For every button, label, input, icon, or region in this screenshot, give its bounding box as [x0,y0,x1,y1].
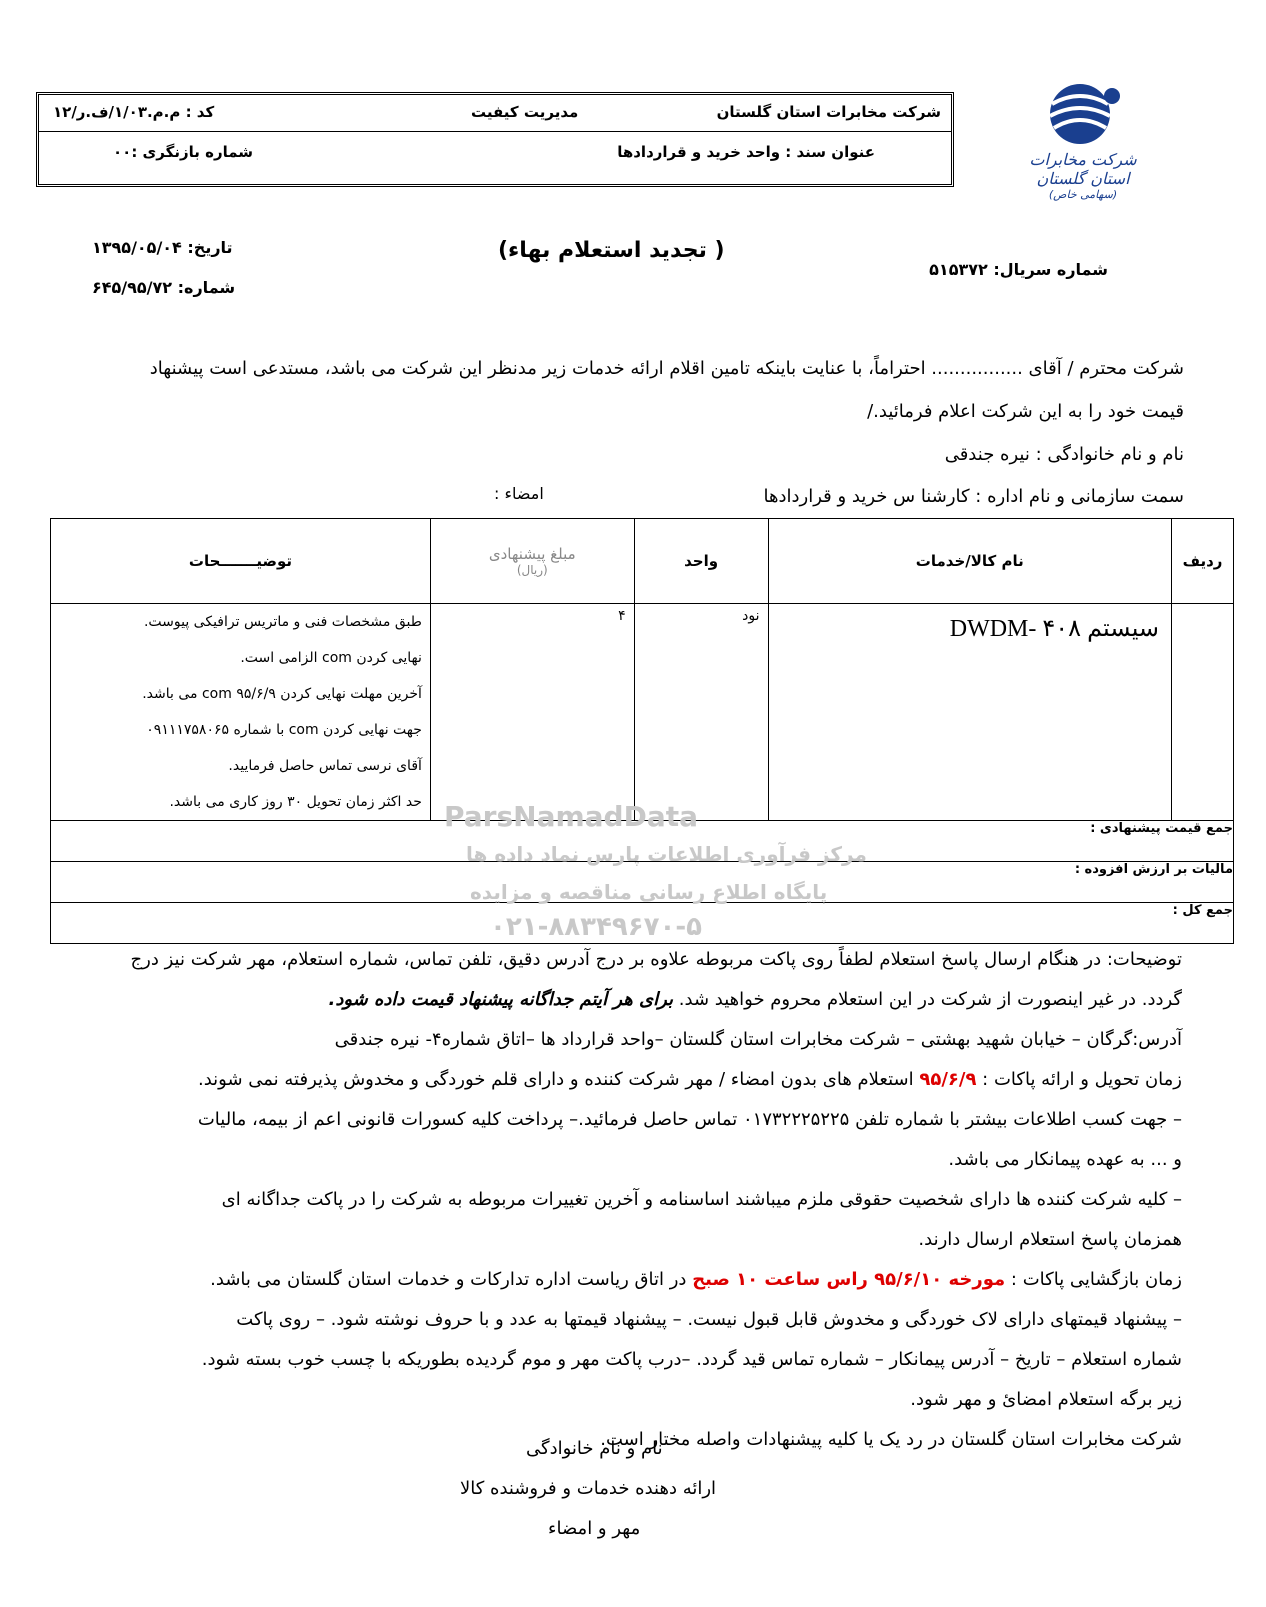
col-header-item: نام کالا/خدمات [768,519,1172,604]
rules-c: زیر برگه استعلام امضائ و مهر شود. [910,1389,1182,1410]
contact-info-b: و ... به عهده پیمانکار می باشد. [948,1149,1182,1170]
legal-b: همزمان پاسخ استعلام ارسال دارند. [918,1229,1182,1250]
signature-label: امضاء : [494,484,544,503]
opening-datetime: مورخه ۹۵/۶/۱۰ راس ساعت ۱۰ صبح [692,1269,1006,1290]
col-header-row: ردیف [1172,519,1234,604]
items-table [50,518,1234,944]
unit-value: نود [742,608,760,624]
header-code: کد : م.م.۱/۰۳/ف.ر/۱۲ [53,103,215,121]
delivery-line [52,1060,1182,1100]
logo-icon [1008,78,1158,148]
header-department: مدیریت کیفیت [471,103,579,121]
desc-line: آخرین مهلت نهایی کردن com ۹۵/۶/۹ می باشد. [142,686,422,702]
quantity-value: ۴ [618,608,626,624]
opening-text: در اتاق ریاست اداره تدارکات و خدمات استان گلستان می باشد. [210,1269,687,1290]
price-header-label: مبلغ پیشنهادی [488,545,576,563]
desc-line: حد اکثر زمان تحویل ۳۰ روز کاری می باشد. [169,794,422,810]
watermark-line-2: پایگاه اطلاع رسانی مناقصه و مزایده [470,880,828,904]
vat-row [51,862,1234,903]
serial-number: شماره سریال: ۵۱۵۳۷۲ [929,260,1108,279]
contact-info-a: – جهت کسب اطلاعات بیشتر با شماره تلفن ۰۱۷۳۲۲۲۵۲۲۵ تماس حاصل فرمائید.– پرداخت کلیه کسورات قانونی اعم از بیمه، مالیات [197,1109,1182,1130]
date-value: ۱۳۹۵/۰۵/۰۴ [92,238,182,257]
note-1b: گردد. در غیر اینصورت از شرکت در این استعلام محروم خواهید شد. [678,989,1182,1010]
total-label: جمع کل : [51,903,1234,944]
cell-unit [634,604,768,821]
item-name: سیستم DWDM- ۴۰۸ [949,616,1160,642]
intro-line-1: شرکت محترم / آقای ................ احتراماً، با عنایت باینکه تامین اقلام ارائه خدمات زیر مدنظر این شرکت می باشد، مستدعی است پیشنهاد [149,358,1184,379]
table-row [51,604,1234,821]
cell-row-number [1172,604,1234,821]
rules-b: شماره استعلام – تاریخ – آدرس پیمانکار – شماره تماس قید گردد. –درب پاکت مهر و موم گردیده بطوریکه با چسب خوب بسته شود. [201,1349,1182,1370]
number-label: شماره: [177,278,236,297]
desc-line: جهت نهایی کردن com با شماره ۰۹۱۱۱۷۵۸۰۶۵ [146,722,422,738]
number-field [92,278,235,297]
vat-label: مالیات بر ارزش افزوده : [51,862,1234,903]
cell-item-name [768,604,1172,821]
delivery-text: استعلام های بدون امضاء / مهر شرکت کننده و دارای قلم خوردگی و مخدوش پذیرفته نمی شوند. [197,1069,914,1090]
signature-provider: ارائه دهنده خدمات و فروشنده کالا [460,1478,717,1499]
rules-a: – پیشنهاد قیمتهای دارای لاک خوردگی و مخدوش قابل قبول نیست. – پیشنهاد قیمتها به عدد و با حروف نوشته شود. – روی پاکت [236,1309,1182,1330]
header-company: شرکت مخابرات استان گلستان [716,103,941,121]
total-row [51,903,1234,944]
col-header-desc: توضیـــــــحات [51,519,431,604]
sum-proposed-label: جمع قیمت پیشنهادی : [51,821,1234,862]
header-revision: شماره بازنگری :۰۰ [113,143,254,161]
col-header-unit: واحد [634,519,768,604]
sum-proposed-row [51,821,1234,862]
desc-line: طبق مشخصات فنی و ماتریس ترافیکی پیوست. [143,614,422,630]
delivery-label: زمان تحویل و ارائه پاکات : [982,1069,1182,1090]
watermark-line-1: مرکز فرآوری اطلاعات پارس نماد داده ها [466,842,867,866]
page-title: ( تجدید استعلام بهاء) [498,238,725,263]
note-1c: برای هر آیتم جداگانه پیشنهاد قیمت داده شود. [328,989,674,1010]
number-value: ۶۴۵/۹۵/۷۲ [92,278,173,297]
contact-name: نام و نام خانوادگی : نیره جندقی [944,444,1184,465]
price-header-unit: (ریال) [516,563,548,577]
desc-line: آقای نرسی تماس حاصل فرمایید. [228,758,422,774]
note-1b-line [52,980,1182,1020]
table-header-row [51,519,1234,604]
opening-label: زمان بازگشایی پاکات : [1010,1269,1182,1290]
address: آدرس:گرگان – خیابان شهید بهشتی – شرکت مخابرات استان گلستان –واحد قرارداد ها –اتاق شماره۴- نیره جندقی [334,1029,1182,1050]
intro-line-2: قیمت خود را به این شرکت اعلام فرمائید./ [867,401,1184,422]
logo-subtext: (سهامی خاص) [1048,188,1118,201]
cell-description [51,604,431,821]
legal-a: – کلیه شرکت کننده ها دارای شخصیت حقوقی ملزم میباشند اساسنامه و آخرین تغییرات مربوطه به شرکت را در پاکت جداگانه ای [221,1189,1182,1210]
desc-line: نهایی کردن com الزامی است. [240,650,422,666]
col-header-price [430,519,634,604]
delivery-date: ۹۵/۶/۹ [919,1069,977,1090]
cell-quantity [430,604,634,821]
watermark-brand: ParsNamadData [444,800,698,833]
date-field [92,238,233,257]
note-1a: توضیحات: در هنگام ارسال پاسخ استعلام لطفاً روی پاکت مربوطه علاوه بر درج آدرس دقیق، تلفن تماس، شماره استعلام، مهر شرکت نیز درج [130,949,1182,970]
opening-line [52,1260,1182,1300]
contact-position: سمت سازمانی و نام اداره : کارشنا س خرید و قراردادها [763,486,1184,507]
signature-name: نام و نام خانوادگی [526,1438,663,1459]
logo-text: شرکت مخابرات استان گلستان [1029,150,1137,188]
document-header-box [36,92,954,187]
rights-statement: شرکت مخابرات استان گلستان در رد یک یا کلیه پیشنهادات واصله مختار است. [600,1429,1182,1450]
signature-stamp: مهر و امضاء [548,1518,641,1539]
company-logo [1008,78,1158,201]
header-divider [39,131,951,132]
date-label: تاریخ: [187,238,233,257]
header-doc-title: عنوان سند : واحد خرید و قراردادها [617,143,875,161]
watermark-phone: ۰۲۱-۸۸۳۴۹۶۷۰-۵ [490,912,703,942]
